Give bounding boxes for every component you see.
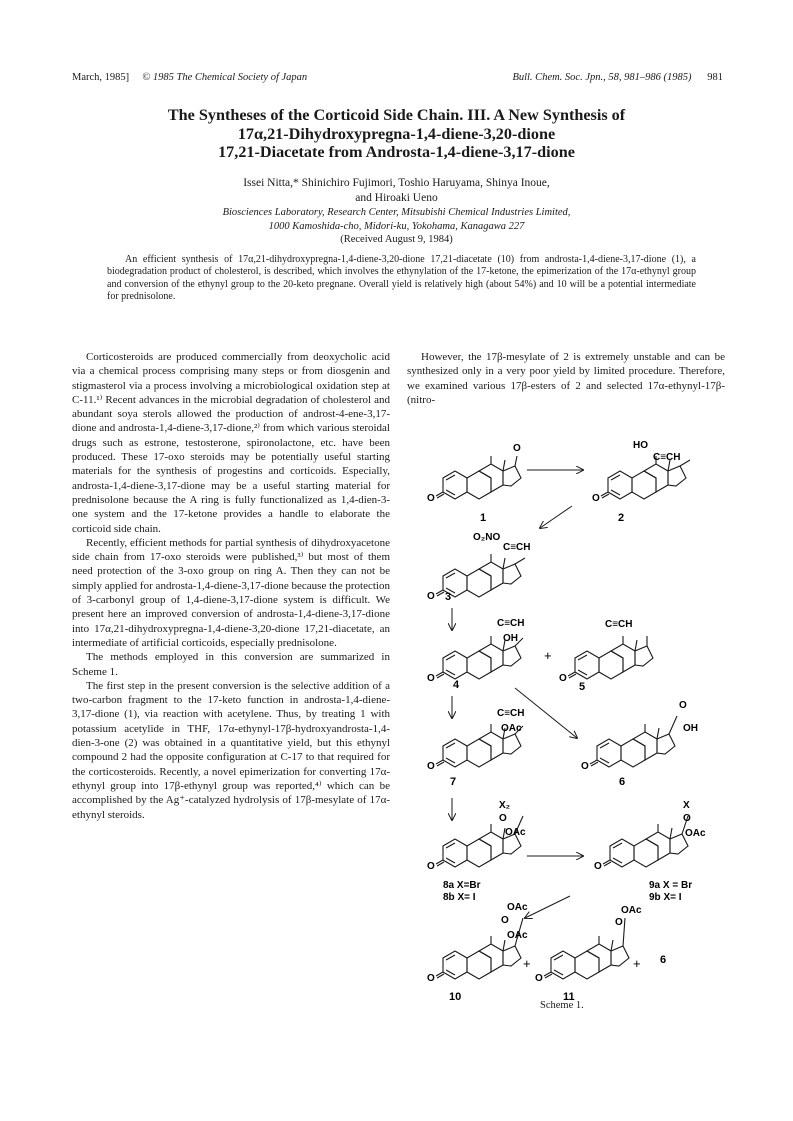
plus-sign: + [523, 956, 531, 971]
group-cch: C≡CH [503, 542, 531, 553]
compound-3 [427, 554, 525, 602]
svg-text:O: O [592, 493, 600, 504]
compound-6 [581, 716, 677, 772]
paragraph: Recently, efficient methods for partial synthesis of dihydroxyacetone side chain from 17-oxo steroids were published,³⁾ but most of them need protection of the 3-oxo group on ring A. Then they can not be simply applied for androsta-1,4-diene-3,17-dione because the protection of 3-carbonyl group of 1,4-diene-3,17-dione system is difficult. We present here an improved conversion of androsta-1,4-diene-3,17-dione into 17α,21-dihydroxypregna-1,4-diene-3,20-dione 17,21-diacetate, an intermediate of artificial corticoids, especially prednisolone. [72, 536, 390, 649]
group-cch: C≡CH [605, 619, 633, 630]
plus-sign: + [633, 956, 641, 971]
running-header-left [72, 72, 307, 83]
group-o: O [499, 813, 507, 824]
group-ho: HO [633, 440, 648, 451]
abstract: An efficient synthesis of 17α,21-dihydroxypregna-1,4-diene-3,20-dione 17,21-diacetate (10) from androsta-1,4-diene-3,17-dione (1), a biodegradation product of cholesterol, is described, which involves the ethynylation of the 17-ketone, the epimerization of the 17α-ethynyl group and conversion of the ethynyl group to the 20-keto pregnane. Overall yield is relatively high (about 54%) and 10 will be a potential intermediate for prednisolone. [107, 254, 696, 302]
label-6: 6 [619, 776, 626, 788]
svg-text:O: O [559, 673, 567, 684]
label-10: 10 [449, 991, 462, 1003]
paragraph: The methods employed in this conversion are summarized in Scheme 1. [72, 651, 390, 678]
svg-text:O: O [594, 861, 602, 872]
copyright-notice: © 1985 The Chemical Society of Japan [142, 72, 308, 83]
group-x2: X₂ [499, 800, 511, 811]
group-oh: OH [683, 723, 698, 734]
paragraph: The first step in the present conversion is the selective addition of a two-carbon fragment to the 17-keto function in androsta-1,4-diene-3,17-dione (1), via reaction with acetylene. Thus, by treating 1 with potassium acetylide in THF, 17α-ethynyl-17β-hydroxyandrosta-1,4-dien-3-one (2) was obtained in a quantitative yield, but this ethynyl compound 2 had the opposite configuration at C-17 to that required for the corticosteroids. Recently, a novel epimerization for converting 17α-ethynyl group into 17β-ethynyl group was reported,⁴⁾ which can be accomplished by the Ag⁺-catalyzed hydrolysis of 17β-mesylate of 17α-ethynyl steroids. [72, 679, 390, 821]
group-oac: OAc [685, 828, 706, 839]
group-o: O [615, 917, 623, 928]
issue-date: March, 1985] [72, 72, 130, 83]
svg-text:O: O [427, 493, 435, 504]
received-date: (Received August 9, 1984) [340, 234, 453, 245]
paragraph: Corticosteroids are produced commercially from deoxycholic acid via a chemical process comprising many steps or from diosgenin and stigmasterol via a process involving a microbiological oxidation step at C-11.¹⁾ Recent advances in the microbial degradation of cholesterol and abundant soya sterols allowed the production of androst-4-ene-3,17-dione and androsta-1,4-diene-3,17-dione,²⁾ from which various steroidal drugs such as estrone, testosterone, spironolactone, etc. have been produced. These 17-oxo steroids may be potentially useful starting materials for the synthesis of progestins and corticoids. Especially, androsta-1,4-diene-3,17-dione may be a useful starting material for prednisolone because the A ring is fully functionalized as 1,4-dien-3-one system and the 17-ketone provides a handle to elaborate the corticoid side chain. [72, 351, 390, 535]
affiliation [60, 206, 733, 233]
group-x: X [683, 800, 690, 811]
label-5: 5 [579, 681, 586, 693]
label-9b: 9b X= I [649, 892, 682, 903]
compound-1 [427, 443, 521, 504]
label-3: 3 [445, 591, 452, 603]
label-1: 1 [480, 512, 487, 524]
journal-citation: Bull. Chem. Soc. Jpn., 58, 981–986 (1985) [512, 72, 692, 83]
reaction-scheme [405, 408, 725, 1008]
group-cch: C≡CH [653, 452, 681, 463]
compound-9 [594, 816, 688, 872]
svg-text:O: O [427, 973, 435, 984]
group-oac: OAc [621, 905, 642, 916]
svg-text:O: O [513, 443, 521, 454]
page-number: 981 [707, 72, 723, 83]
arrow-9-10 [525, 896, 570, 918]
title-line-2: 17α,21-Dihydroxypregna-1,4-diene-3,20-dione [237, 124, 556, 143]
svg-text:O: O [535, 973, 543, 984]
running-header-right [512, 72, 723, 83]
label-7: 7 [450, 776, 457, 788]
group-o: O [501, 915, 509, 926]
group-oac: OAc [507, 902, 528, 913]
group-o: O [683, 813, 691, 824]
left-column [72, 350, 390, 822]
author-list [60, 176, 733, 205]
label-2: 2 [618, 512, 625, 524]
label-4: 4 [453, 679, 460, 691]
group-cch: C≡CH [497, 708, 525, 719]
compound-5 [559, 636, 653, 684]
group-oac: OAc [501, 723, 522, 734]
svg-text:O: O [427, 861, 435, 872]
paper-title [60, 106, 733, 162]
svg-text:O: O [581, 761, 589, 772]
arrow-2-3 [540, 506, 572, 528]
paragraph: However, the 17β-mesylate of 2 is extremely unstable and can be synthesized only in a very poor yield by limited procedure. Therefore, we examined various 17β-esters of 2 and selected 17α-ethynyl-17β-(nitro- [407, 351, 725, 406]
compound-8 [427, 816, 523, 872]
group-o: O [679, 700, 687, 711]
authors-line-2: and Hiroaki Ueno [355, 191, 438, 204]
scheme-caption-text: Scheme 1. [540, 1000, 584, 1011]
affiliation-line-2: 1000 Kamoshida-cho, Midori-ku, Yokohama, Kanagawa 227 [268, 220, 525, 232]
label-11: 11 [563, 991, 575, 1003]
compound-2 [592, 456, 690, 504]
label-8b: 8b X= I [443, 892, 476, 903]
plus-sign: + [544, 648, 552, 663]
group-o2no: O₂NO [473, 532, 501, 543]
authors-line-1: Issei Nitta,* Shinichiro Fujimori, Toshio Haruyama, Shinya Inoue, [243, 177, 550, 189]
group-oac: OAc [505, 827, 526, 838]
group-oh: OH [503, 633, 518, 644]
title-line-1: The Syntheses of the Corticoid Side Chain. III. A New Synthesis of [167, 106, 626, 124]
group-cch: C≡CH [497, 618, 525, 629]
svg-text:O: O [427, 673, 435, 684]
label-9a: 9a X = Br [649, 880, 693, 891]
group-oac: OAc [507, 930, 528, 941]
label-6-product: 6 [660, 954, 667, 966]
title-line-3: 17,21-Diacetate from Androsta-1,4-diene-3,17-dione [218, 143, 575, 161]
label-8a: 8a X=Br [443, 880, 481, 891]
affiliation-line-1: Biosciences Laboratory, Research Center, Mitsubishi Chemical Industries Limited, [222, 207, 571, 218]
compound-10 [427, 918, 523, 984]
svg-text:O: O [427, 591, 435, 602]
right-column [407, 350, 725, 407]
svg-text:O: O [427, 761, 435, 772]
